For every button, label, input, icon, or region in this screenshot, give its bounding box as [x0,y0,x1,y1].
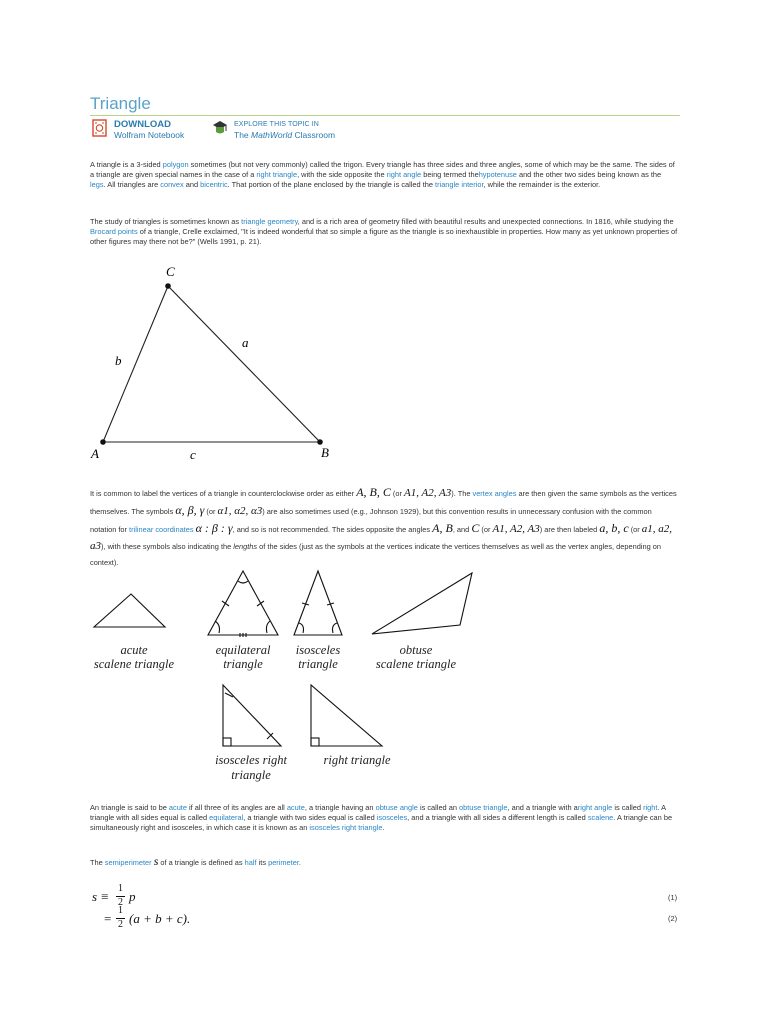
download-label: DOWNLOAD [114,119,171,130]
math-ab: A, B [432,521,453,535]
vertex-a-dot [100,439,106,445]
math-abc-sides: a, b, c [599,521,629,535]
label-vertex-c: C [166,264,175,279]
math-s: s [153,854,159,868]
label-side-b: b [115,353,122,368]
link-equilateral[interactable]: equilateral [209,813,244,822]
link-obtuse-triangle[interactable]: obtuse triangle [459,803,508,812]
label-side-a: a [242,335,249,350]
link-obtuse-angle[interactable]: obtuse angle [375,803,418,812]
right-triangle-shape [311,685,382,746]
link-legs[interactable]: legs [90,180,104,189]
labeled-triangle-figure [80,258,360,468]
link-right-angle[interactable]: right angle [386,170,422,179]
link-convex[interactable]: convex [160,180,184,189]
explore-classroom-button[interactable] [212,119,335,141]
eq1-denominator: 2 [118,897,123,908]
caption-acute-1: acute [120,643,148,657]
download-sublabel: Wolfram Notebook [114,130,185,140]
caption-isosceles-right-2: triangle [231,768,271,782]
classification-paragraph: An triangle is said to be acute if all three of its angles are all acute, a triangle having an obtuse angle is called an obtuse triangle, and a triangle with aright angle is called right. A triangle with all sides equal is called equilateral, a triangle with two sides equal is called isosceles, and a triangle with all sides a different length is called scalene. A triangle can be simultaneously right and isosceles, in which case it is known as an isosceles right triangle. [90,803,673,832]
triangle-outline [103,286,320,442]
link-polygon[interactable]: polygon [162,160,189,169]
eq2-numerator: 1 [118,905,123,916]
link-acute[interactable]: acute [168,803,187,812]
caption-isosceles-right-1: isosceles right [215,753,287,767]
link-acute-2[interactable]: acute [286,803,305,812]
acute-triangle-shape [94,594,165,627]
link-right-angle-2[interactable]: right angle [577,803,613,812]
link-hypotenuse[interactable]: hypotenuse [478,170,517,179]
vertex-b-dot [317,439,323,445]
link-trilinear-coordinates[interactable]: trilinear coordinates [129,525,194,534]
eq1-rhs: p [129,889,136,904]
intro-paragraph: A triangle is a 3-sided polygon sometimes (but not very commonly) called the trigon. Every triangle has three sides and three angles, some of which may be the same. The sides of a triangle are given special names in the case of a right triangle, with the side opposite the right angle being termed thehypotenuse and the other two sides being known as the legs. All triangles are convex and bicentric. That portion of the plane enclosed by the triangle is called the triangle interior, while the remainder is the exterior. [90,160,675,189]
obtuse-triangle-shape [372,573,472,634]
notebook-icon [92,119,108,137]
caption-acute-2: scalene triangle [93,657,175,671]
caption-equilateral-1: equilateral [215,643,271,657]
eq1-lhs: s ≡ [92,889,110,904]
eq2-number: (2) [668,914,678,923]
labeling-paragraph: It is common to label the vertices of a triangle in counterclockwise order as either A, B, C (or A1, A2, A3). The vertex angles are then given the same symbols as the vertices themselves. The symbols α, β, γ (or α1, α2, α3) are also sometimes used (e.g., Johnson 1929), but this convention results in unnecessary confusion with the common notation for trilinear coordinates α : β : γ, and so is not recommended. The sides opposite the angles A, B, and C (or A1, A2, A3) are then labeled a, b, c (or a1, a2, a3), with these symbols also indicating the lengths of the sides (just as the symbols at the vertices indicate the vertices themselves as well as the vertex angles, depending on context). [90,485,677,567]
isosceles-triangle-shape [294,571,342,635]
link-right-triangle[interactable]: right triangle [256,170,298,179]
label-vertex-a: A [91,446,99,461]
link-brocard-points[interactable]: Brocard points [90,227,138,236]
caption-obtuse-1: obtuse [399,643,433,657]
download-notebook-button[interactable] [92,119,184,141]
link-scalene[interactable]: scalene [587,813,614,822]
isosceles-right-triangle-shape [223,685,281,746]
caption-isosceles-2: triangle [298,657,338,671]
eq2-lhs: = [104,911,112,926]
caption-right-triangle: right triangle [323,753,391,767]
math-a123-sides: a1, a2, a3 [90,523,673,552]
explore-sublabel: The MathWorld Classroom [234,130,336,140]
label-side-c: c [190,447,196,462]
eq2-denominator: 2 [118,919,123,930]
explore-label: EXPLORE THIS TOPIC IN [234,121,319,128]
eq2-rhs: (a + b + c). [129,911,191,926]
page-title: Triangle [90,94,151,113]
link-half[interactable]: half [244,858,257,867]
math-a1a2a3-b: A1, A2, A3 [492,523,540,535]
semiperimeter-paragraph: The semiperimeter s of a triangle is defined as half its perimeter. [90,854,301,868]
math-alpha-beta-gamma: α, β, γ [175,503,205,517]
math-ratio: α : β : γ [195,521,233,535]
caption-equilateral-2: triangle [223,657,263,671]
link-bicentric[interactable]: bicentric [200,180,228,189]
link-semiperimeter[interactable]: semiperimeter [104,858,152,867]
eq1-numerator: 1 [118,883,123,894]
link-perimeter[interactable]: perimeter [268,858,299,867]
link-isosceles-right-triangle[interactable]: isosceles right triangle [309,823,383,832]
link-triangle-geometry[interactable]: triangle geometry [241,217,298,226]
caption-isosceles-1: isosceles [295,643,341,657]
math-abc-vertices: A, B, C [356,485,391,499]
eq1-number: (1) [668,893,678,902]
graduation-cap-icon [212,119,228,137]
triangle-types-figure [90,565,480,790]
label-vertex-b: B [321,445,329,460]
link-isosceles[interactable]: isosceles [376,813,408,822]
math-alpha123: α1, α2, α3 [217,505,263,517]
link-triangle-interior[interactable]: triangle interior [435,180,484,189]
math-c: C [471,521,480,535]
caption-obtuse-2: scalene triangle [375,657,457,671]
math-a1a2a3: A1, A2, A3 [404,487,452,499]
vertex-c-dot [165,283,171,289]
title-divider [90,115,680,116]
link-right[interactable]: right [643,803,658,812]
link-vertex-angles[interactable]: vertex angles [472,489,517,498]
history-paragraph: The study of triangles is sometimes known as triangle geometry, and is a rich area of geometry filled with beautiful results and unexpected connections. In 1816, while studying the Brocard points of a triangle, Crelle exclaimed, "It is indeed wonderful that so simple a figure as the triangle is so inexhaustible in properties. How many as yet unknown properties of other figures may there not be?" (Wells 1991, p. 21). [90,217,678,246]
